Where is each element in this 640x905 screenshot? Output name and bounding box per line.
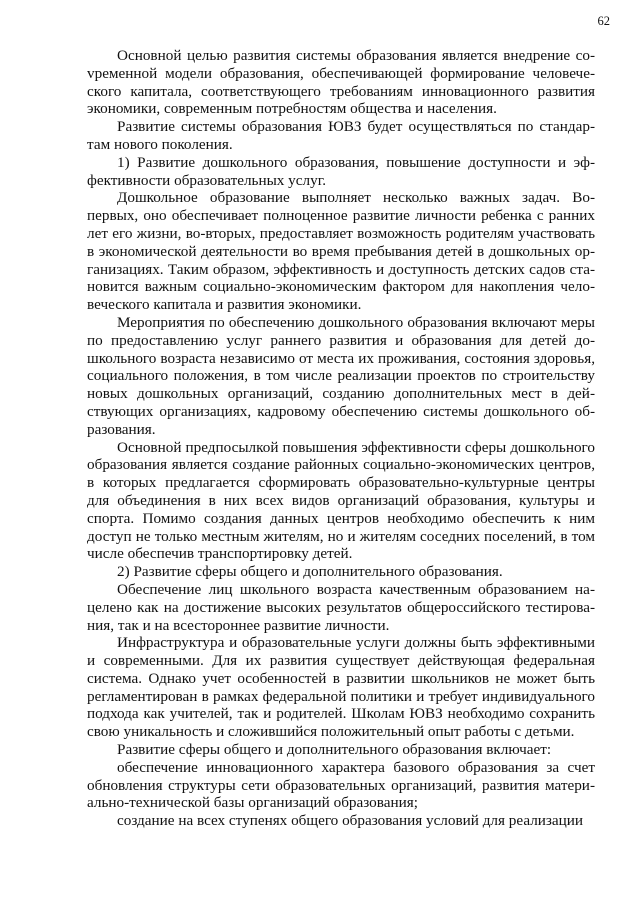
paragraph-heading: 2) Развитие сферы общего и дополнительного образования.	[117, 563, 503, 581]
paragraph: Дошкольное образование выполняет несколько важных задач. Во-первых, оно обеспечивает полноценное развитие личности ребенка с ранних лет его жизни, во-вторых, предоставляет возможность родителям участвовать в экономической деятельности во время пребывания детей в дошкольных организациях. Таким образом, эффективность и доступность детских садов становится важным социально-экономическим фактором для накопления человеческого капитала и развития экономики.	[87, 189, 595, 314]
document-body	[87, 47, 595, 830]
paragraph: Обеспечение лиц школьного возраста качественным образованием нацелено как на достижение высоких результатов общероссийского тестирования, так и на всестороннее развитие личности.	[87, 580, 595, 634]
paragraph: Основной предпосылкой повышения эффективности сферы дошкольного образования является создание районных социально-экономических центров, в которых предлагается сформировать образовательно-культурные центры для объединения в них всех видов организаций образования, культуры и спорта. Помимо создания данных центров необходимо обеспечить к ним доступ не только местным жителям, но и жителям соседних поселений, в том числе обеспечив транспортировку детей.	[87, 438, 595, 563]
list-item: обеспечение инновационного характера базового образования за счет обновления структуры сети образовательных организаций, развития материально-технической базы организаций образования;	[87, 758, 595, 812]
paragraph: Основной целью развития системы образования является внедрение соvременной модели образования, обеспечивающей формирование человеческого капитала, соответствующего требованиям инновационного развития экономики, современным потребностям общества и населения.	[87, 47, 595, 118]
paragraph-heading: 1) Развитие дошкольного образования, повышение доступности и эффективности образовательных услуг.	[87, 153, 595, 189]
paragraph: Мероприятия по обеспечению дошкольного образования включают меры по предоставлению услуг раннего развития и образования для детей дошкольного возраста независимо от места их проживания, состояния здоровья, социального положения, в том числе реализации проектов по строительству новых дошкольных организаций, созданию дополнительных мест в действующих организациях, кадровому обеспечению системы дошкольного образования.	[87, 313, 595, 438]
page-number: 62	[597, 14, 610, 28]
paragraph: Развитие сферы общего и дополнительного образования включает:	[117, 741, 552, 759]
list-item: создание на всех ступенях общего образования условий для реализации	[117, 812, 584, 830]
paragraph: Инфраструктура и образовательные услуги должны быть эффективными и современными. Для их развития существует действующая федеральная система. Однако учет особенностей в развитии школьников не может быть регламентирован в рамках федеральной политики и требует индивидуального подхода как учителей, так и родителей. Школам ЮВЗ необходимо сохранить свою уникальность и сложившийся положительный опыт работы с детьми.	[87, 634, 595, 741]
paragraph: Развитие системы образования ЮВЗ будет осуществляться по стандартам нового поколения.	[87, 118, 595, 153]
